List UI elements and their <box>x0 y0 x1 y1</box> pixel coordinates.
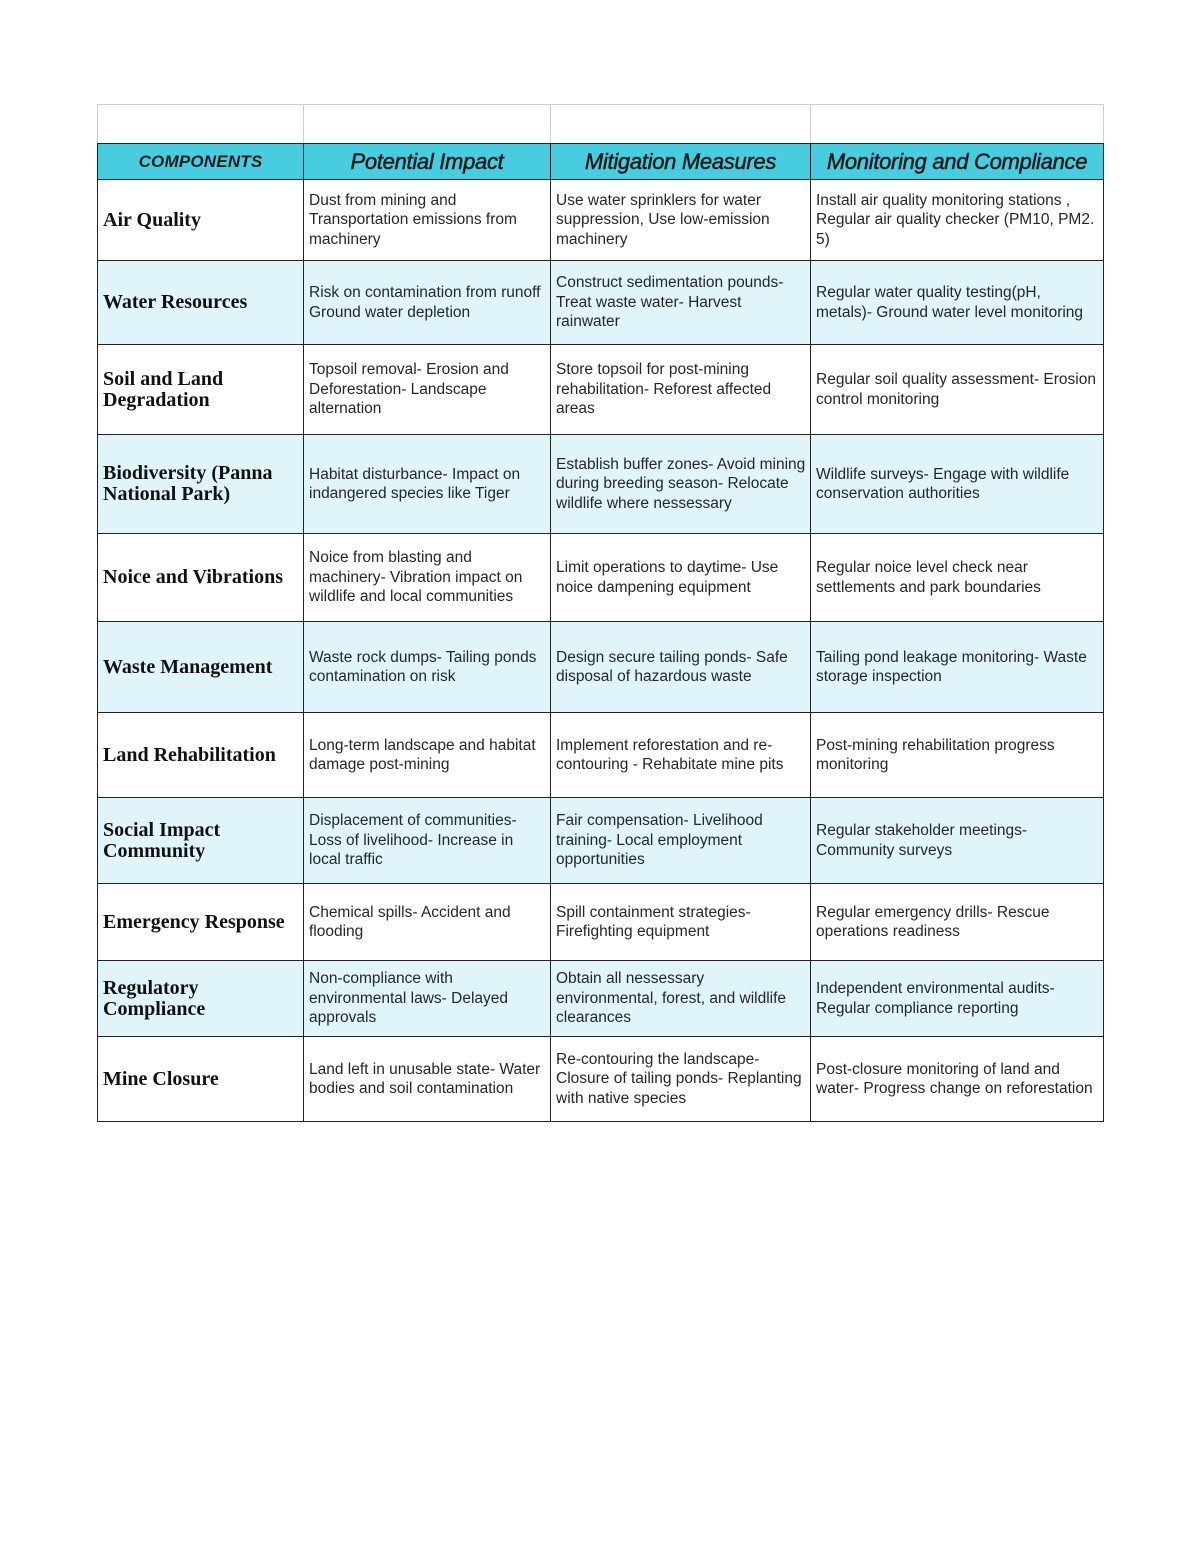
table-row <box>98 261 1104 345</box>
table-body <box>98 105 1104 1122</box>
impact-cell: Land left in unusable state- Water bodies and soil contamination <box>304 1037 551 1122</box>
table-row <box>98 180 1104 261</box>
header-row <box>98 144 1104 180</box>
component-cell: Air Quality <box>98 180 304 261</box>
component-cell: Biodiversity (Panna National Park) <box>98 435 304 534</box>
blank-cell <box>304 105 551 144</box>
table-row <box>98 713 1104 798</box>
blank-cell <box>551 105 811 144</box>
mitigation-cell: Implement reforestation and re-contouring - Rehabitate mine pits <box>551 713 811 798</box>
monitoring-cell: Regular noice level check near settlements and park boundaries <box>811 534 1104 622</box>
impact-table <box>97 104 1104 1122</box>
component-cell: Mine Closure <box>98 1037 304 1122</box>
blank-cell <box>98 105 304 144</box>
impact-cell: Long-term landscape and habitat damage post-mining <box>304 713 551 798</box>
mitigation-cell: Use water sprinklers for water suppression, Use low-emission machinery <box>551 180 811 261</box>
mitigation-cell: Re-contouring the landscape- Closure of tailing ponds- Replanting with native species <box>551 1037 811 1122</box>
component-cell: Waste Management <box>98 622 304 713</box>
monitoring-cell: Post-mining rehabilitation progress monitoring <box>811 713 1104 798</box>
blank-cell <box>811 105 1104 144</box>
monitoring-cell: Regular stakeholder meetings- Community surveys <box>811 798 1104 884</box>
monitoring-cell: Tailing pond leakage monitoring- Waste storage inspection <box>811 622 1104 713</box>
table-row <box>98 1037 1104 1122</box>
component-cell: Water Resources <box>98 261 304 345</box>
component-cell: Regulatory Compliance <box>98 961 304 1037</box>
component-cell: Noice and Vibrations <box>98 534 304 622</box>
impact-cell: Non-compliance with environmental laws- Delayed approvals <box>304 961 551 1037</box>
mitigation-cell: Construct sedimentation pounds- Treat waste water- Harvest rainwater <box>551 261 811 345</box>
mitigation-cell: Design secure tailing ponds- Safe disposal of hazardous waste <box>551 622 811 713</box>
impact-cell: Risk on contamination from runoff Ground water depletion <box>304 261 551 345</box>
table-row <box>98 345 1104 435</box>
mitigation-cell: Establish buffer zones- Avoid mining during breeding season- Relocate wildlife where nessessary <box>551 435 811 534</box>
table-row <box>98 884 1104 961</box>
impact-cell: Noice from blasting and machinery- Vibration impact on wildlife and local communities <box>304 534 551 622</box>
header-potential-impact: Potential Impact <box>304 144 551 180</box>
impact-cell: Waste rock dumps- Tailing ponds contamination on risk <box>304 622 551 713</box>
impact-cell: Topsoil removal- Erosion and Deforestation- Landscape alternation <box>304 345 551 435</box>
monitoring-cell: Regular water quality testing(pH, metals)- Ground water level monitoring <box>811 261 1104 345</box>
mitigation-cell: Spill containment strategies- Firefighting equipment <box>551 884 811 961</box>
monitoring-cell: Independent environmental audits- Regular compliance reporting <box>811 961 1104 1037</box>
table-row <box>98 961 1104 1037</box>
monitoring-cell: Regular soil quality assessment- Erosion control monitoring <box>811 345 1104 435</box>
table-row <box>98 798 1104 884</box>
mitigation-cell: Fair compensation- Livelihood training- Local employment opportunities <box>551 798 811 884</box>
header-mitigation-measures: Mitigation Measures <box>551 144 811 180</box>
table-row <box>98 534 1104 622</box>
mitigation-cell: Obtain all nessessary environmental, forest, and wildlife clearances <box>551 961 811 1037</box>
mitigation-cell: Limit operations to daytime- Use noice dampening equipment <box>551 534 811 622</box>
impact-cell: Chemical spills- Accident and flooding <box>304 884 551 961</box>
component-cell: Land Rehabilitation <box>98 713 304 798</box>
monitoring-cell: Regular emergency drills- Rescue operations readiness <box>811 884 1104 961</box>
component-cell: Emergency Response <box>98 884 304 961</box>
table-row <box>98 435 1104 534</box>
mitigation-cell: Store topsoil for post-mining rehabilitation- Reforest affected areas <box>551 345 811 435</box>
header-monitoring-compliance: Monitoring and Compliance <box>811 144 1104 180</box>
component-cell: Soil and Land Degradation <box>98 345 304 435</box>
header-components: COMPONENTS <box>98 144 304 180</box>
table-row <box>98 622 1104 713</box>
monitoring-cell: Install air quality monitoring stations , Regular air quality checker (PM10, PM2. 5) <box>811 180 1104 261</box>
impact-cell: Dust from mining and Transportation emissions from machinery <box>304 180 551 261</box>
impact-cell: Displacement of communities- Loss of livelihood- Increase in local traffic <box>304 798 551 884</box>
component-cell: Social Impact Community <box>98 798 304 884</box>
impact-cell: Habitat disturbance- Impact on indangered species like Tiger <box>304 435 551 534</box>
monitoring-cell: Wildlife surveys- Engage with wildlife conservation authorities <box>811 435 1104 534</box>
blank-row <box>98 105 1104 144</box>
monitoring-cell: Post-closure monitoring of land and water- Progress change on reforestation <box>811 1037 1104 1122</box>
